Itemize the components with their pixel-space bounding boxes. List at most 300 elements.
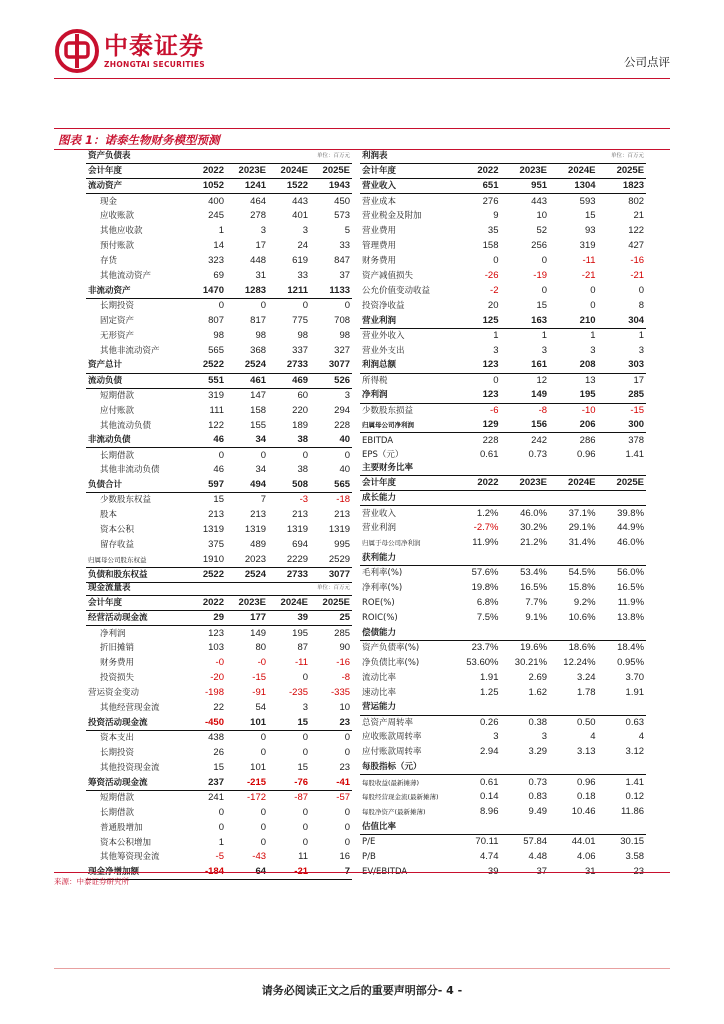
row-label: 长期借款 — [100, 807, 135, 818]
row-label: 资本公积增加 — [100, 837, 152, 848]
cell-value: 3 — [302, 702, 309, 714]
cell-value — [452, 491, 501, 506]
cell-value: 2022 — [184, 164, 226, 179]
cell-value: 1 — [590, 330, 596, 342]
cell-value: 0 — [260, 746, 267, 758]
table-row — [86, 553, 352, 568]
cell-value: 31 — [584, 865, 596, 877]
cell-value: 52 — [536, 225, 548, 237]
cell-value: 147 — [250, 389, 267, 401]
cell-value: 15 — [268, 716, 310, 731]
cell-value: 1241 — [226, 179, 268, 194]
cell-value: 3.24 — [577, 671, 596, 683]
cell-value: 19.6% — [520, 642, 548, 654]
cell-value: 593 — [579, 195, 596, 207]
cell-value: 651 — [452, 179, 501, 194]
cell-value: 220 — [292, 404, 309, 416]
cell-value: 0 — [344, 732, 351, 744]
cell-value: 242 — [531, 434, 548, 446]
cell-value: 0 — [344, 821, 351, 833]
table-row — [86, 388, 352, 403]
cell-value: 149 — [250, 627, 267, 639]
row-label: 短期借款 — [100, 390, 135, 401]
cell-value: 46 — [184, 433, 226, 448]
row-label: 少数股东损益 — [362, 405, 414, 416]
cell-value: 0.18 — [577, 791, 596, 803]
cell-value: 0 — [590, 299, 596, 311]
cell-value: 213 — [208, 509, 224, 521]
table-row — [360, 284, 646, 299]
cell-value: -21 — [268, 865, 310, 880]
cell-value: -5 — [215, 851, 224, 863]
row-label: 现金 — [100, 196, 118, 207]
row-label: 归属母公司股东权益 — [88, 555, 147, 564]
cell-value: 46.0% — [520, 507, 548, 519]
table-row — [86, 731, 352, 746]
cell-value: 123 — [208, 627, 224, 639]
row-label: 资产减值损失 — [362, 271, 414, 282]
cell-value: -91 — [252, 687, 267, 699]
cell-value: 15 — [297, 761, 309, 773]
cell-value: 4.74 — [480, 850, 499, 862]
cell-value: 0.95% — [617, 656, 645, 668]
cell-value: 817 — [250, 314, 267, 326]
row-label: 资产负债率(%) — [362, 643, 420, 654]
cell-value: 9.1% — [525, 611, 548, 623]
table-row — [360, 655, 646, 670]
cell-value: 337 — [292, 344, 309, 356]
cell-value: 38 — [268, 433, 310, 448]
cell-value — [598, 760, 647, 775]
cell-value: 2025E — [310, 596, 352, 611]
cell-value: 0 — [344, 449, 351, 461]
table-title: 利润表 — [360, 149, 549, 164]
cell-value: 103 — [208, 642, 224, 654]
table-row — [360, 775, 646, 790]
row-label: 折旧摊销 — [100, 643, 135, 654]
cell-value: 0.61 — [480, 776, 499, 788]
cell-value: 0.63 — [625, 716, 645, 728]
cell-value: 39 — [487, 865, 499, 877]
cell-value: 1470 — [184, 284, 226, 299]
cell-value: 0.26 — [480, 716, 499, 728]
cell-value: 3 — [493, 344, 499, 356]
cell-value: 3 — [541, 731, 548, 743]
table-row — [86, 448, 352, 463]
cell-value: 33 — [297, 270, 309, 282]
cell-value: 375 — [208, 539, 224, 551]
cell-value: 12.24% — [563, 656, 596, 668]
cell-value: 775 — [292, 314, 309, 326]
cell-value: 237 — [184, 775, 226, 790]
table-header-row — [86, 164, 352, 179]
row-label: 应付账款周转率 — [362, 747, 422, 758]
cell-value: 213 — [250, 509, 267, 521]
table-row — [86, 194, 352, 209]
cell-value: 8.96 — [480, 806, 499, 818]
table-row — [360, 715, 646, 730]
cell-value: 37 — [339, 270, 351, 282]
cell-value: 951 — [501, 179, 550, 194]
row-label: 偿债能力 — [360, 625, 452, 640]
table-row — [360, 358, 646, 373]
cell-value: 0 — [302, 672, 309, 684]
row-label: 管理费用 — [362, 241, 397, 252]
table-unit — [549, 461, 646, 476]
row-label: P/E — [362, 837, 376, 848]
cell-value: 597 — [184, 478, 226, 493]
cell-value: 2023E — [226, 164, 268, 179]
cell-value: 2023E — [501, 476, 550, 491]
table-row — [360, 640, 646, 655]
row-label: 营运能力 — [360, 700, 452, 715]
row-label: 资本公积 — [100, 525, 135, 536]
row-label: 会计年度 — [86, 596, 184, 611]
table-header-row — [360, 164, 646, 179]
cell-value: 14 — [213, 240, 224, 252]
cell-value: 285 — [334, 627, 351, 639]
row-label: 投资损失 — [100, 673, 135, 684]
cell-value: 1.91 — [625, 686, 645, 698]
cell-value: 2.69 — [528, 671, 548, 683]
table-row — [360, 388, 646, 403]
row-label: 负债合计 — [86, 478, 184, 493]
cell-value: 210 — [549, 313, 598, 328]
cell-value: 158 — [250, 404, 267, 416]
brand-name: 中泰证券 — [104, 32, 204, 60]
cell-value: 551 — [184, 373, 226, 388]
row-label: 资本支出 — [100, 733, 135, 744]
row-label: 非流动负债 — [86, 433, 184, 448]
cell-value: 122 — [208, 419, 224, 431]
cell-value: 30.21% — [514, 656, 548, 668]
cell-value: 802 — [628, 195, 645, 207]
table-row — [86, 626, 352, 641]
cell-value: 0.73 — [528, 449, 548, 461]
table-row — [86, 328, 352, 343]
cell-value: 448 — [250, 255, 267, 267]
row-label: 净利率(%) — [362, 583, 403, 594]
cell-value: -43 — [252, 851, 267, 863]
table-row — [360, 343, 646, 358]
cell-value: 37.1% — [568, 507, 596, 519]
row-label: 营业外收入 — [362, 331, 405, 342]
cell-value: 0 — [302, 746, 309, 758]
row-label: 归属母公司净利润 — [360, 418, 452, 433]
table-row — [86, 284, 352, 299]
row-label: 每股指标（元） — [360, 760, 452, 775]
row-label: 无形资产 — [100, 330, 135, 341]
cell-value: 2524 — [226, 567, 268, 582]
cell-value: -16 — [336, 657, 351, 669]
table-row — [360, 760, 646, 775]
row-label: 营业收入 — [362, 508, 397, 519]
cell-value: -15 — [630, 404, 645, 416]
cell-value: 12 — [536, 374, 548, 386]
cell-value: 1319 — [286, 524, 309, 536]
row-label: 其他筹资现金流 — [100, 852, 160, 863]
cell-value: 195 — [549, 388, 598, 403]
row-label: 营业费用 — [362, 226, 397, 237]
cell-value: 450 — [334, 195, 351, 207]
table-row — [360, 730, 646, 745]
financial-ratios-table — [360, 461, 646, 879]
table-row — [360, 536, 646, 551]
table-row — [86, 760, 352, 775]
row-label: ROIC(%) — [362, 612, 398, 623]
table-title-row — [360, 149, 646, 164]
cell-value: 9.2% — [573, 597, 596, 609]
table-unit: 单位：百万元 — [268, 149, 352, 164]
cell-value: 23.7% — [471, 642, 499, 654]
cell-value — [549, 760, 598, 775]
cell-value: 565 — [208, 344, 224, 356]
cell-value: 3 — [590, 344, 596, 356]
cell-value: 2022 — [452, 164, 501, 179]
cell-value — [501, 700, 550, 715]
cell-value: 2524 — [226, 358, 268, 373]
cell-value: 1.41 — [625, 449, 645, 461]
cell-value: 2522 — [184, 358, 226, 373]
cell-value: -335 — [331, 687, 351, 699]
row-label: 净负债比率(%) — [362, 657, 420, 668]
cell-value: 11.9% — [472, 537, 499, 549]
cell-value: 15 — [213, 761, 224, 773]
cell-value: 2024E — [268, 164, 310, 179]
cell-value: -215 — [226, 775, 268, 790]
page-footer: 请务必阅读正文之后的重要声明部分- 4 - — [261, 984, 463, 997]
cell-value: 2529 — [328, 553, 351, 565]
cell-value: -11 — [582, 255, 596, 267]
table-row — [86, 358, 352, 373]
cell-value: 228 — [482, 434, 499, 446]
cell-value: 7 — [260, 494, 267, 506]
cell-value: -2 — [490, 285, 499, 297]
table-row — [360, 625, 646, 640]
table-row — [360, 685, 646, 700]
cell-value: 0.50 — [577, 716, 596, 728]
table-row — [360, 433, 646, 448]
cell-value: 3077 — [310, 567, 352, 582]
cell-value — [452, 625, 501, 640]
cell-value: 21.2% — [520, 537, 548, 549]
cell-value: 9 — [493, 210, 499, 222]
row-label: P/B — [362, 851, 376, 862]
row-label: 负债和股东权益 — [86, 567, 184, 582]
cell-value: 30.15 — [620, 836, 645, 848]
cell-value: 40 — [339, 464, 351, 476]
row-label: 会计年度 — [360, 476, 452, 491]
row-label: 流动资产 — [86, 179, 184, 194]
cell-value: 21 — [633, 210, 645, 222]
cell-value: 327 — [334, 344, 351, 356]
cell-value: 23 — [339, 761, 351, 773]
cell-value: 20 — [487, 299, 499, 311]
source-divider — [54, 872, 670, 873]
cell-value: 3 — [344, 389, 351, 401]
cell-value — [598, 551, 647, 566]
cell-value: 319 — [579, 240, 596, 252]
cell-value: 438 — [208, 732, 224, 744]
cell-value: 2023 — [244, 553, 267, 565]
table-row — [360, 403, 646, 418]
cell-value: 30.2% — [520, 522, 548, 534]
cell-value: -11 — [294, 657, 309, 669]
cell-value: 2022 — [184, 596, 226, 611]
table-row — [86, 209, 352, 224]
row-label: 财务费用 — [100, 658, 135, 669]
row-label: 流动负债 — [86, 373, 184, 388]
cell-value: 40 — [310, 433, 352, 448]
table-title: 主要财务比率 — [360, 461, 549, 476]
cell-value: -0 — [215, 657, 224, 669]
cell-value: 0 — [218, 449, 224, 461]
table-row — [86, 523, 352, 538]
table-row — [86, 224, 352, 239]
table-row — [360, 313, 646, 328]
cell-value: 1319 — [328, 524, 351, 536]
cell-value: 155 — [250, 419, 267, 431]
cell-value — [598, 820, 647, 835]
cell-value: 494 — [226, 478, 268, 493]
cell-value: 2024E — [549, 476, 598, 491]
table-row — [86, 745, 352, 760]
row-label: 其他经营现金流 — [100, 703, 160, 714]
cell-value: 2024E — [549, 164, 598, 179]
table-row — [360, 551, 646, 566]
cell-value: 3.58 — [625, 850, 645, 862]
cell-value: 0 — [541, 255, 548, 267]
cell-value: 4.06 — [577, 850, 596, 862]
table-row — [360, 805, 646, 820]
table-row — [360, 566, 646, 581]
balance-sheet-table — [86, 149, 352, 583]
table-row — [86, 343, 352, 358]
table-row — [86, 820, 352, 835]
cell-value: -198 — [204, 687, 224, 699]
table-row — [360, 670, 646, 685]
cell-value: -21 — [581, 270, 596, 282]
row-label: 少数股东权益 — [100, 495, 152, 506]
row-label: 非流动资产 — [86, 284, 184, 299]
cell-value — [598, 625, 647, 640]
table-row — [86, 373, 352, 388]
cell-value: 161 — [501, 358, 550, 373]
cell-value — [452, 760, 501, 775]
row-label: 营运资金变动 — [88, 688, 140, 699]
row-label: 估值比率 — [360, 820, 452, 835]
table-row — [86, 850, 352, 865]
cell-value: 0 — [260, 821, 267, 833]
table-title: 现金流量表 — [86, 581, 268, 596]
zhongtai-logo-icon — [54, 28, 100, 74]
cell-value: 53.4% — [520, 567, 548, 579]
row-label: EPS（元） — [362, 450, 404, 461]
cell-value: 31 — [255, 270, 267, 282]
cell-value: 8 — [638, 299, 645, 311]
table-row — [360, 611, 646, 626]
table-row — [86, 701, 352, 716]
row-label: 利润总额 — [360, 358, 452, 373]
cell-value: 0 — [493, 255, 499, 267]
cell-value: 3 — [541, 344, 548, 356]
row-label: 每股净资产(最新摊薄) — [362, 808, 426, 817]
row-label: 长期投资 — [100, 301, 135, 312]
table-row — [86, 463, 352, 478]
cell-value: 5 — [344, 225, 351, 237]
cell-value: 0 — [541, 285, 548, 297]
row-label: 总资产周转率 — [362, 717, 414, 728]
cell-value: 34 — [226, 433, 268, 448]
table-row — [360, 299, 646, 314]
table-row — [86, 835, 352, 850]
cell-value: 98 — [339, 329, 351, 341]
cell-value: -8 — [341, 672, 351, 684]
cell-value: 3077 — [310, 358, 352, 373]
cell-value: 7.5% — [476, 611, 499, 623]
row-label: 固定资产 — [100, 315, 135, 326]
cell-value: 101 — [226, 716, 268, 731]
table-row — [86, 611, 352, 626]
cell-value — [452, 551, 501, 566]
cell-value: 0 — [218, 821, 224, 833]
table-row — [360, 581, 646, 596]
cell-value: 7 — [310, 865, 352, 880]
cell-value: 0 — [344, 836, 351, 848]
cell-value: 694 — [292, 539, 309, 551]
table-row — [86, 239, 352, 254]
cell-value: 64 — [226, 865, 268, 880]
row-label: 财务费用 — [362, 256, 397, 267]
cell-value: -450 — [184, 716, 226, 731]
cell-value: 3.29 — [528, 746, 548, 758]
cell-value: 0.73 — [528, 776, 548, 788]
cell-value: 378 — [628, 434, 645, 446]
row-label: 速动比率 — [362, 687, 397, 698]
row-label: 归属于母公司净利润 — [362, 539, 421, 548]
table-row — [360, 209, 646, 224]
cell-value: 2025E — [310, 164, 352, 179]
cell-value: 53.60% — [466, 656, 499, 668]
cell-value: 3 — [302, 225, 309, 237]
table-row — [86, 179, 352, 194]
cell-value: 2733 — [268, 358, 310, 373]
table-row — [360, 269, 646, 284]
cell-value: -184 — [184, 865, 226, 880]
cell-value: 278 — [250, 210, 267, 222]
table-row — [86, 313, 352, 328]
cell-value: -20 — [210, 672, 224, 684]
cell-value: -3 — [299, 494, 309, 506]
cell-value: -235 — [289, 687, 309, 699]
cell-value: 0 — [218, 806, 224, 818]
cell-value — [501, 625, 550, 640]
cell-value: 1.2% — [476, 507, 499, 519]
cell-value: 123 — [452, 388, 501, 403]
table-row — [86, 493, 352, 508]
cell-value: 573 — [334, 210, 351, 222]
cell-value — [501, 551, 550, 566]
cell-value: 1.25 — [480, 686, 499, 698]
row-label: 其他投资现金流 — [100, 762, 160, 773]
cell-value: 241 — [208, 791, 224, 803]
table-row — [360, 596, 646, 611]
cell-value: 98 — [213, 329, 224, 341]
table-row — [360, 745, 646, 760]
cell-value: -0 — [257, 657, 267, 669]
cell-value: 1823 — [598, 179, 647, 194]
cell-value: -41 — [310, 775, 352, 790]
